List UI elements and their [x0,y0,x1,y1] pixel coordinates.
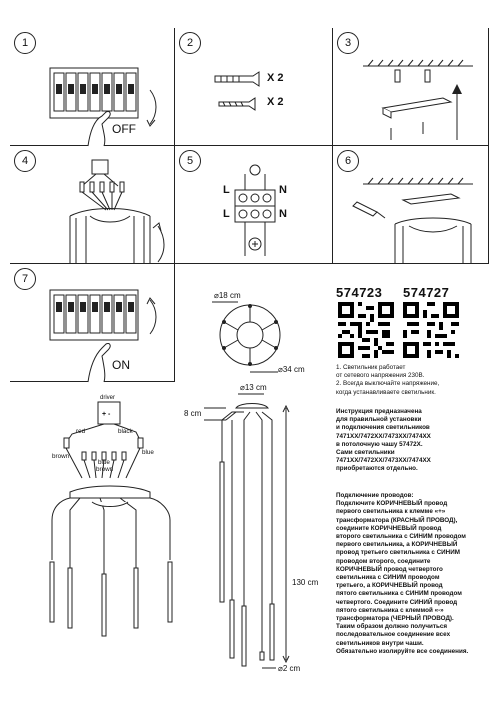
screw-count: X 2 [267,96,284,108]
note-line: от сетевого напряжения 230В. [336,372,425,380]
step-number: 5 [179,150,201,172]
instruction-intro [336,408,496,474]
connection-line: трансформатора (КРАСНЫЙ ПРОВОД), [336,516,458,524]
brown-wire-label: brown [52,453,70,460]
connection-line: Обязательно изолируйте все соединения. [336,647,469,655]
connection-line: соедините КОРИЧНЕВЫЙ провод [336,524,442,532]
connection-line: Подключение проводов: [336,492,414,499]
brown-inner-label: brown [96,466,114,473]
black-wire-label: black [118,428,133,435]
connection-line: пятого светильника с СИНИМ проводом [336,590,462,598]
tube-diameter-label: ⌀2 cm [278,664,301,673]
canopy-diameter-label: ⌀34 cm [278,365,305,374]
intro-line: Сами светильники [336,449,395,457]
neutral-label-bottom: N [279,208,287,220]
intro-line: 7471XX/7472XX/7473XX/7474XX [336,457,431,465]
connection-line: провод третьего светильника с СИНИМ [336,549,460,557]
on-label: ON [112,358,130,372]
connection-line: проводом второго, соедините [336,557,431,565]
note-line: 2. Всегда выключайте напряжение, [336,380,440,388]
offset-label: 8 cm [184,409,202,418]
step-number: 4 [14,150,36,172]
intro-line: 7471XX/7472XX/7473XX/7474XX [336,432,431,440]
height-label: 130 cm [292,578,319,587]
blue-wire-label: blue [142,449,154,456]
connection-line: третьего, а КОРИЧНЕВЫЙ провод [336,582,443,590]
connection-line: светильников внутри чаши. [336,639,424,647]
intro-line: в потолочную чашу 57472X. [336,440,423,448]
intro-line: Инструкция предназначена [336,408,422,415]
intro-line: и подключения светильников [336,424,430,432]
step-number: 1 [14,32,36,54]
connection-line: трансформатора (ЧЕРНЫЙ ПРОВОД). [336,615,454,623]
connection-line: Подключите КОРИЧНЕВЫЙ провод [336,500,448,508]
live-label-bottom: L [223,208,230,220]
canopy-small-diameter-label: ⌀13 cm [240,383,267,392]
connection-line: пятого светильника с клеммой «-» [336,606,444,614]
step-number: 7 [14,268,36,290]
article-number-2: 574727 [403,285,450,300]
driver-polarity: + - [102,411,111,418]
dowel-count: X 2 [267,72,284,84]
intro-line: для правильной установки [336,416,422,424]
connection-line: Таким образом должно получиться [336,623,448,631]
article-number-1: 574723 [336,285,383,300]
connection-instructions [336,492,499,656]
qr-code-2 [403,302,459,358]
off-label: OFF [112,122,136,136]
note-line: 1. Светильник работает [336,364,406,371]
step-number: 3 [337,32,359,54]
note-line: когда устанавливаете светильник. [336,388,436,396]
connection-line: КОРИЧНЕВЫЙ провод четвертого [336,565,443,573]
connection-line: светильника с СИНИМ проводом [336,574,440,582]
connection-line: четвертого. Соедините СИНИЙ провод [336,598,458,606]
driver-label: driver [100,395,116,401]
connection-line: первого светильника к клемме «+» [336,508,446,516]
intro-line: приобретаются отдельно. [336,465,418,473]
qr-code-1 [338,302,394,358]
red-wire-label: red [76,428,86,435]
live-label-top: L [223,184,230,196]
connection-line: первого светильника, а КОРИЧНЕВЫЙ [336,541,458,549]
step-number: 6 [337,150,359,172]
connection-line: второго светильника с СИНИМ проводом [336,533,466,541]
connection-line: последовательное соединение всех [336,631,451,639]
neutral-label-top: N [279,184,287,196]
top-diameter-label: ⌀18 cm [214,291,241,300]
step-number: 2 [179,32,201,54]
blue-inner-label: blue [98,459,110,466]
safety-notes [336,364,496,397]
